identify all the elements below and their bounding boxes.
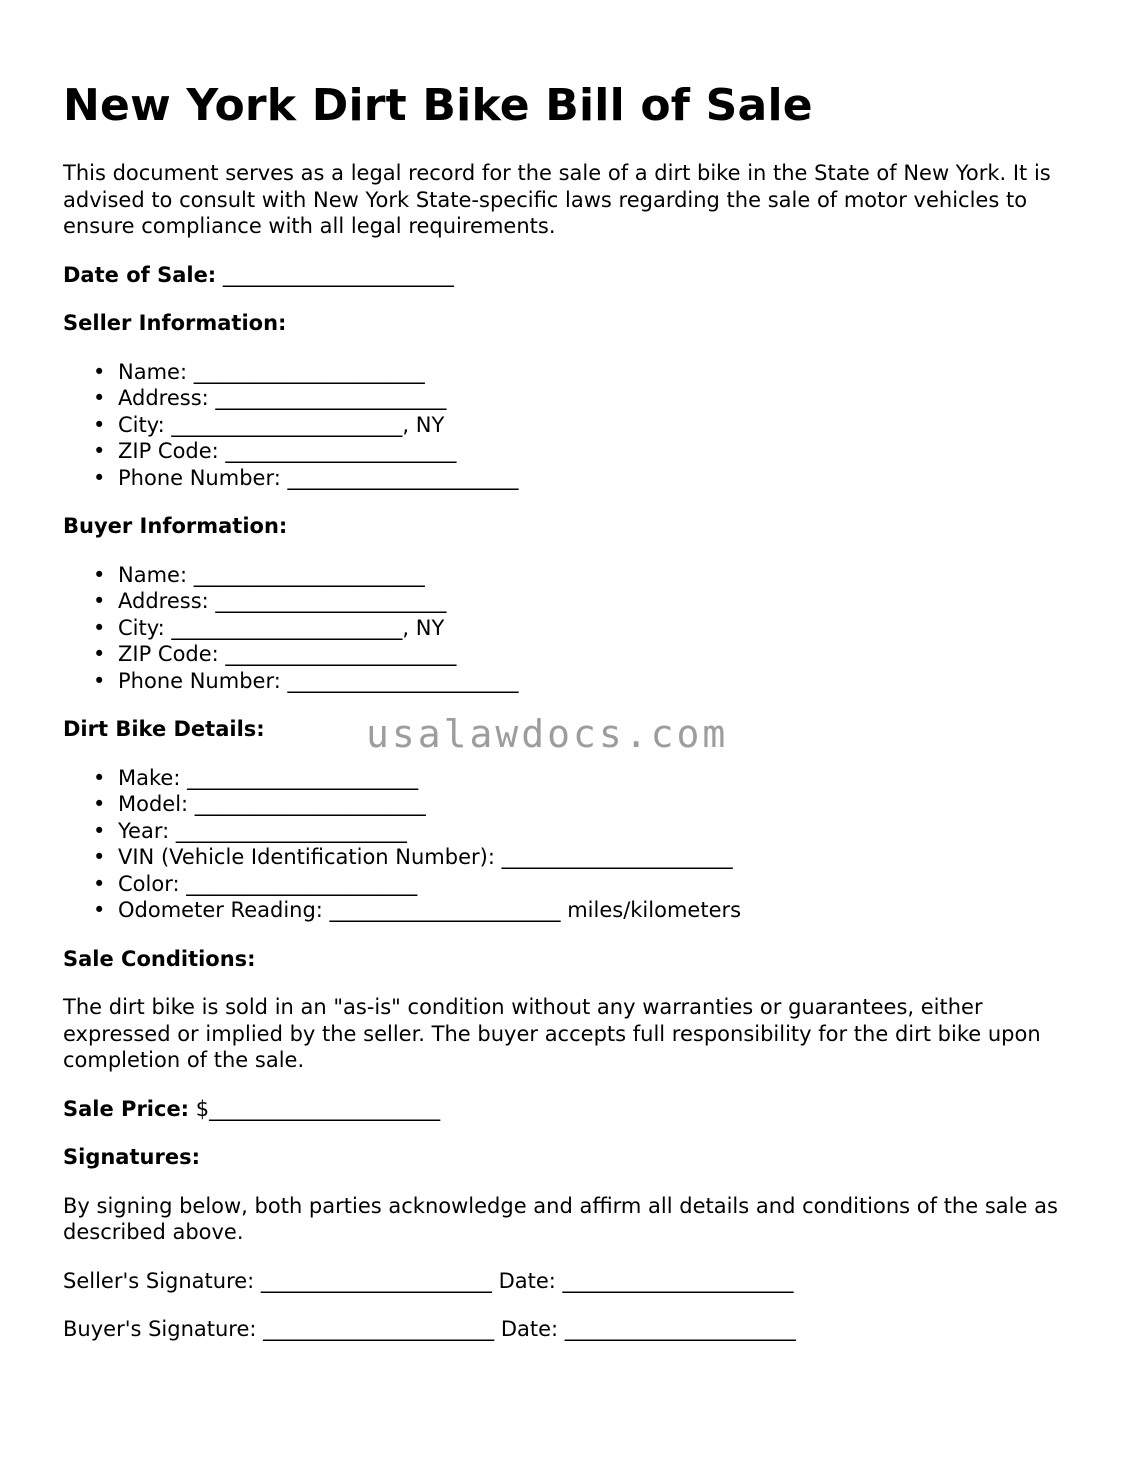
watermark-text: usalawdocs.com — [366, 712, 729, 756]
signatures-paragraph: By signing below, both parties acknowledge and affirm all details and conditions of the sale as described above. — [63, 1193, 1058, 1244]
document-title: New York Dirt Bike Bill of Sale — [63, 80, 813, 131]
bike-make-field: • Make: ______________________ — [118, 765, 1073, 792]
seller-signature-line: Seller's Signature: ______________________ Date: ______________________ — [63, 1268, 794, 1293]
buyer-address-field: • Address: ______________________ — [118, 588, 1073, 615]
bike-year-field: • Year: ______________________ — [118, 818, 1073, 845]
bike-color-field: • Color: ______________________ — [118, 871, 1073, 898]
date-of-sale-blank: ______________________ — [216, 262, 454, 287]
seller-name-field: • Name: ______________________ — [118, 359, 1073, 386]
bike-odometer-field: • Odometer Reading: ______________________ miles/kilometers — [118, 897, 1073, 924]
buyer-list — [63, 562, 1073, 695]
conditions-heading: Sale Conditions: — [63, 946, 256, 971]
buyer-city-field: • City: ______________________, NY — [118, 615, 1073, 642]
bike-list — [63, 765, 1073, 924]
seller-list — [63, 359, 1073, 492]
buyer-phone-field: • Phone Number: ______________________ — [118, 668, 1073, 695]
intro-paragraph: This document serves as a legal record for the sale of a dirt bike in the State of New York. It is advised to consult with New York State-specific laws regarding the sale of motor vehicles to ensure compliance with all legal requirements. — [63, 161, 1051, 238]
seller-address-field: • Address: ______________________ — [118, 385, 1073, 412]
buyer-zip-field: • ZIP Code: ______________________ — [118, 641, 1073, 668]
buyer-name-field: • Name: ______________________ — [118, 562, 1073, 589]
sale-price-label: Sale Price: — [63, 1096, 190, 1121]
conditions-paragraph: The dirt bike is sold in an "as-is" condition without any warranties or guarantees, either expressed or implied by the seller. The buyer accepts full responsibility for the dirt bike upon completion of the sale. — [63, 995, 1041, 1072]
seller-phone-field: • Phone Number: ______________________ — [118, 465, 1073, 492]
seller-zip-field: • ZIP Code: ______________________ — [118, 438, 1073, 465]
bike-heading: Dirt Bike Details: — [63, 717, 265, 741]
bike-vin-field: • VIN (Vehicle Identification Number): ______________________ — [118, 844, 1073, 871]
seller-heading: Seller Information: — [63, 311, 287, 335]
date-of-sale-label: Date of Sale: — [63, 262, 217, 287]
date-of-sale-line — [63, 262, 1073, 289]
sale-price-blank: $______________________ — [189, 1096, 441, 1121]
seller-city-field: • City: ______________________, NY — [118, 412, 1073, 439]
sale-price-line — [63, 1096, 1073, 1123]
buyer-heading: Buyer Information: — [63, 514, 288, 538]
buyer-signature-line: Buyer's Signature: ______________________ Date: ______________________ — [63, 1317, 796, 1341]
bike-model-field: • Model: ______________________ — [118, 791, 1073, 818]
signatures-heading: Signatures: — [63, 1145, 200, 1169]
